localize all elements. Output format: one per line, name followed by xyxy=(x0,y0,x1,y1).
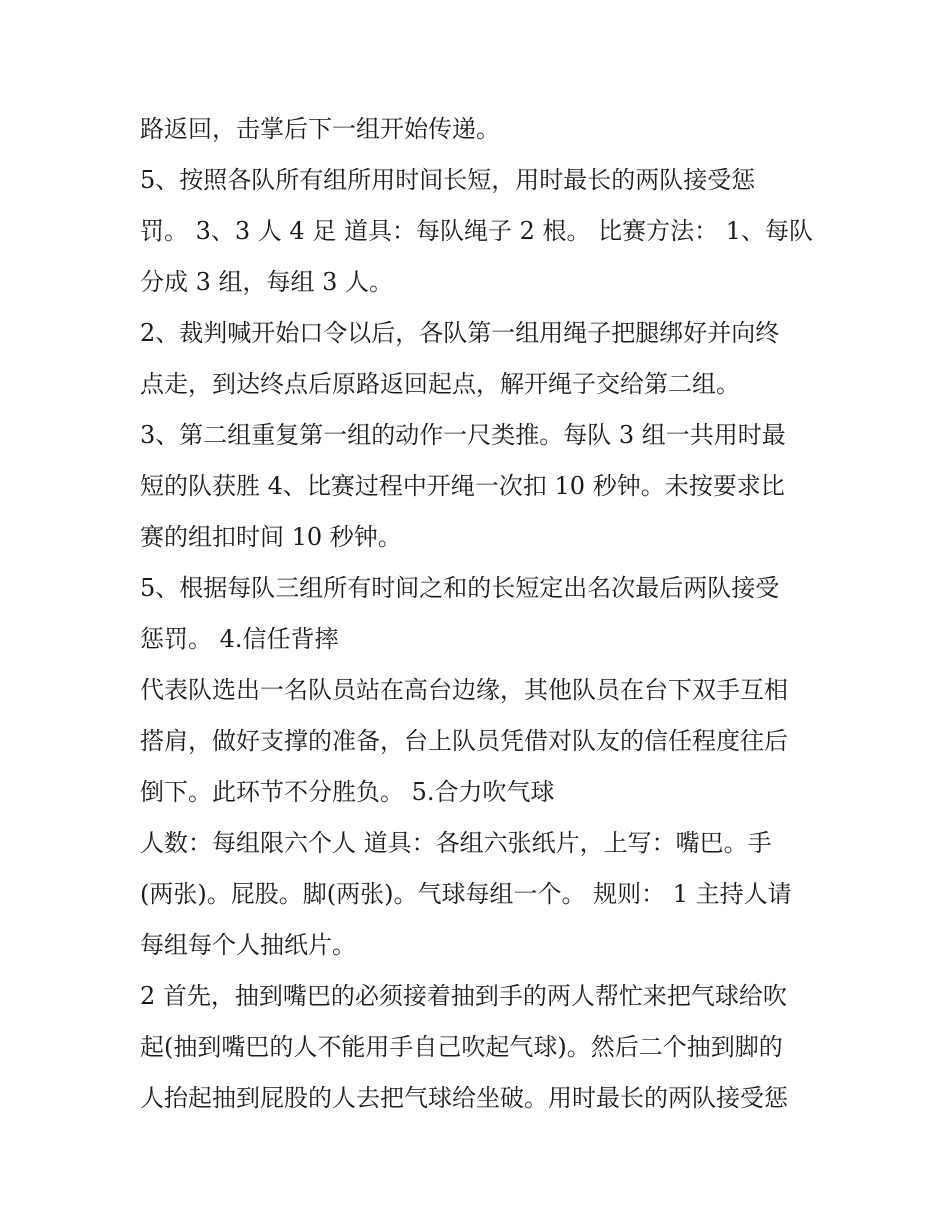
text-line: 代表队选出一名队员站在高台边缘，其他队员在台下双手互相 xyxy=(140,676,788,704)
text-line: 2、裁判喊开始口令以后，各队第一组用绳子把腿绑好并向终 xyxy=(140,319,780,347)
text-line: 分成 3 组，每组 3 人。 xyxy=(140,268,394,296)
text-line: 罚。 3、3 人 4 足 道具：每队绳子 2 根。 比赛方法： 1、每队 xyxy=(140,217,814,245)
text-line: 短的队获胜 4、比赛过程中开绳一次扣 10 秒钟。未按要求比 xyxy=(140,472,785,500)
text-line: 起(抽到嘴巴的人不能用手自己吹起气球)。然后二个抽到脚的 xyxy=(140,1033,783,1061)
text-line: 惩罚。 4.信任背摔 xyxy=(140,625,339,653)
document-body xyxy=(140,104,830,1124)
text-line: 倒下。此环节不分胜负。 5.合力吹气球 xyxy=(140,778,555,806)
text-line: 5、根据每队三组所有时间之和的长短定出名次最后两队接受 xyxy=(140,574,780,602)
text-line: 5、按照各队所有组所用时间长短，用时最长的两队接受惩 xyxy=(140,166,756,194)
text-line: 每组每个人抽纸片。 xyxy=(140,931,356,959)
text-line: 点走，到达终点后原路返回起点，解开绳子交给第二组。 xyxy=(140,370,740,398)
text-line: 人数：每组限六个人 道具：各组六张纸片，上写：嘴巴。手 xyxy=(140,829,772,857)
text-line: (两张)。屁股。脚(两张)。气球每组一个。 规则： 1 主持人请 xyxy=(140,880,792,908)
text-line: 3、第二组重复第一组的动作一尺类推。每队 3 组一共用时最 xyxy=(140,421,786,449)
text-line: 路返回，击掌后下一组开始传递。 xyxy=(140,115,500,143)
text-line: 2 首先，抽到嘴巴的必须接着抽到手的两人帮忙来把气球给吹 xyxy=(140,982,787,1010)
text-line: 搭肩，做好支撑的准备，台上队员凭借对队友的信任程度往后 xyxy=(140,727,788,755)
text-line: 人抬起抽到屁股的人去把气球给坐破。用时最长的两队接受惩 xyxy=(140,1084,788,1112)
text-line: 赛的组扣时间 10 秒钟。 xyxy=(140,523,402,551)
